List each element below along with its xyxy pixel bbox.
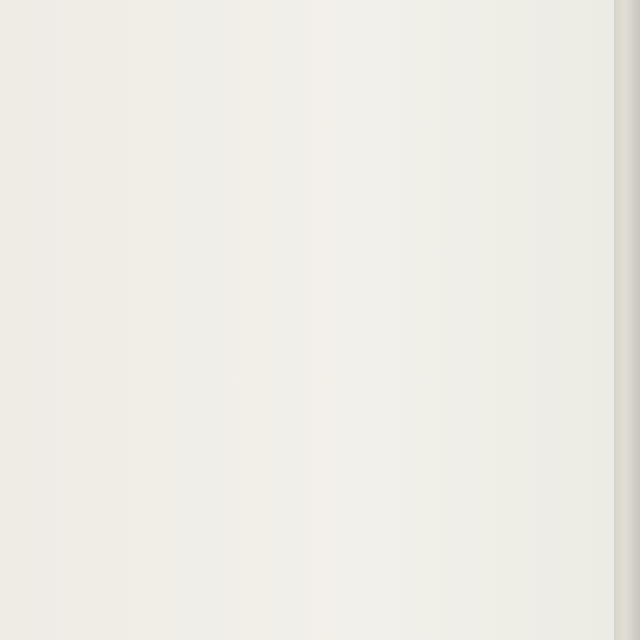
page-gutter	[614, 0, 640, 640]
